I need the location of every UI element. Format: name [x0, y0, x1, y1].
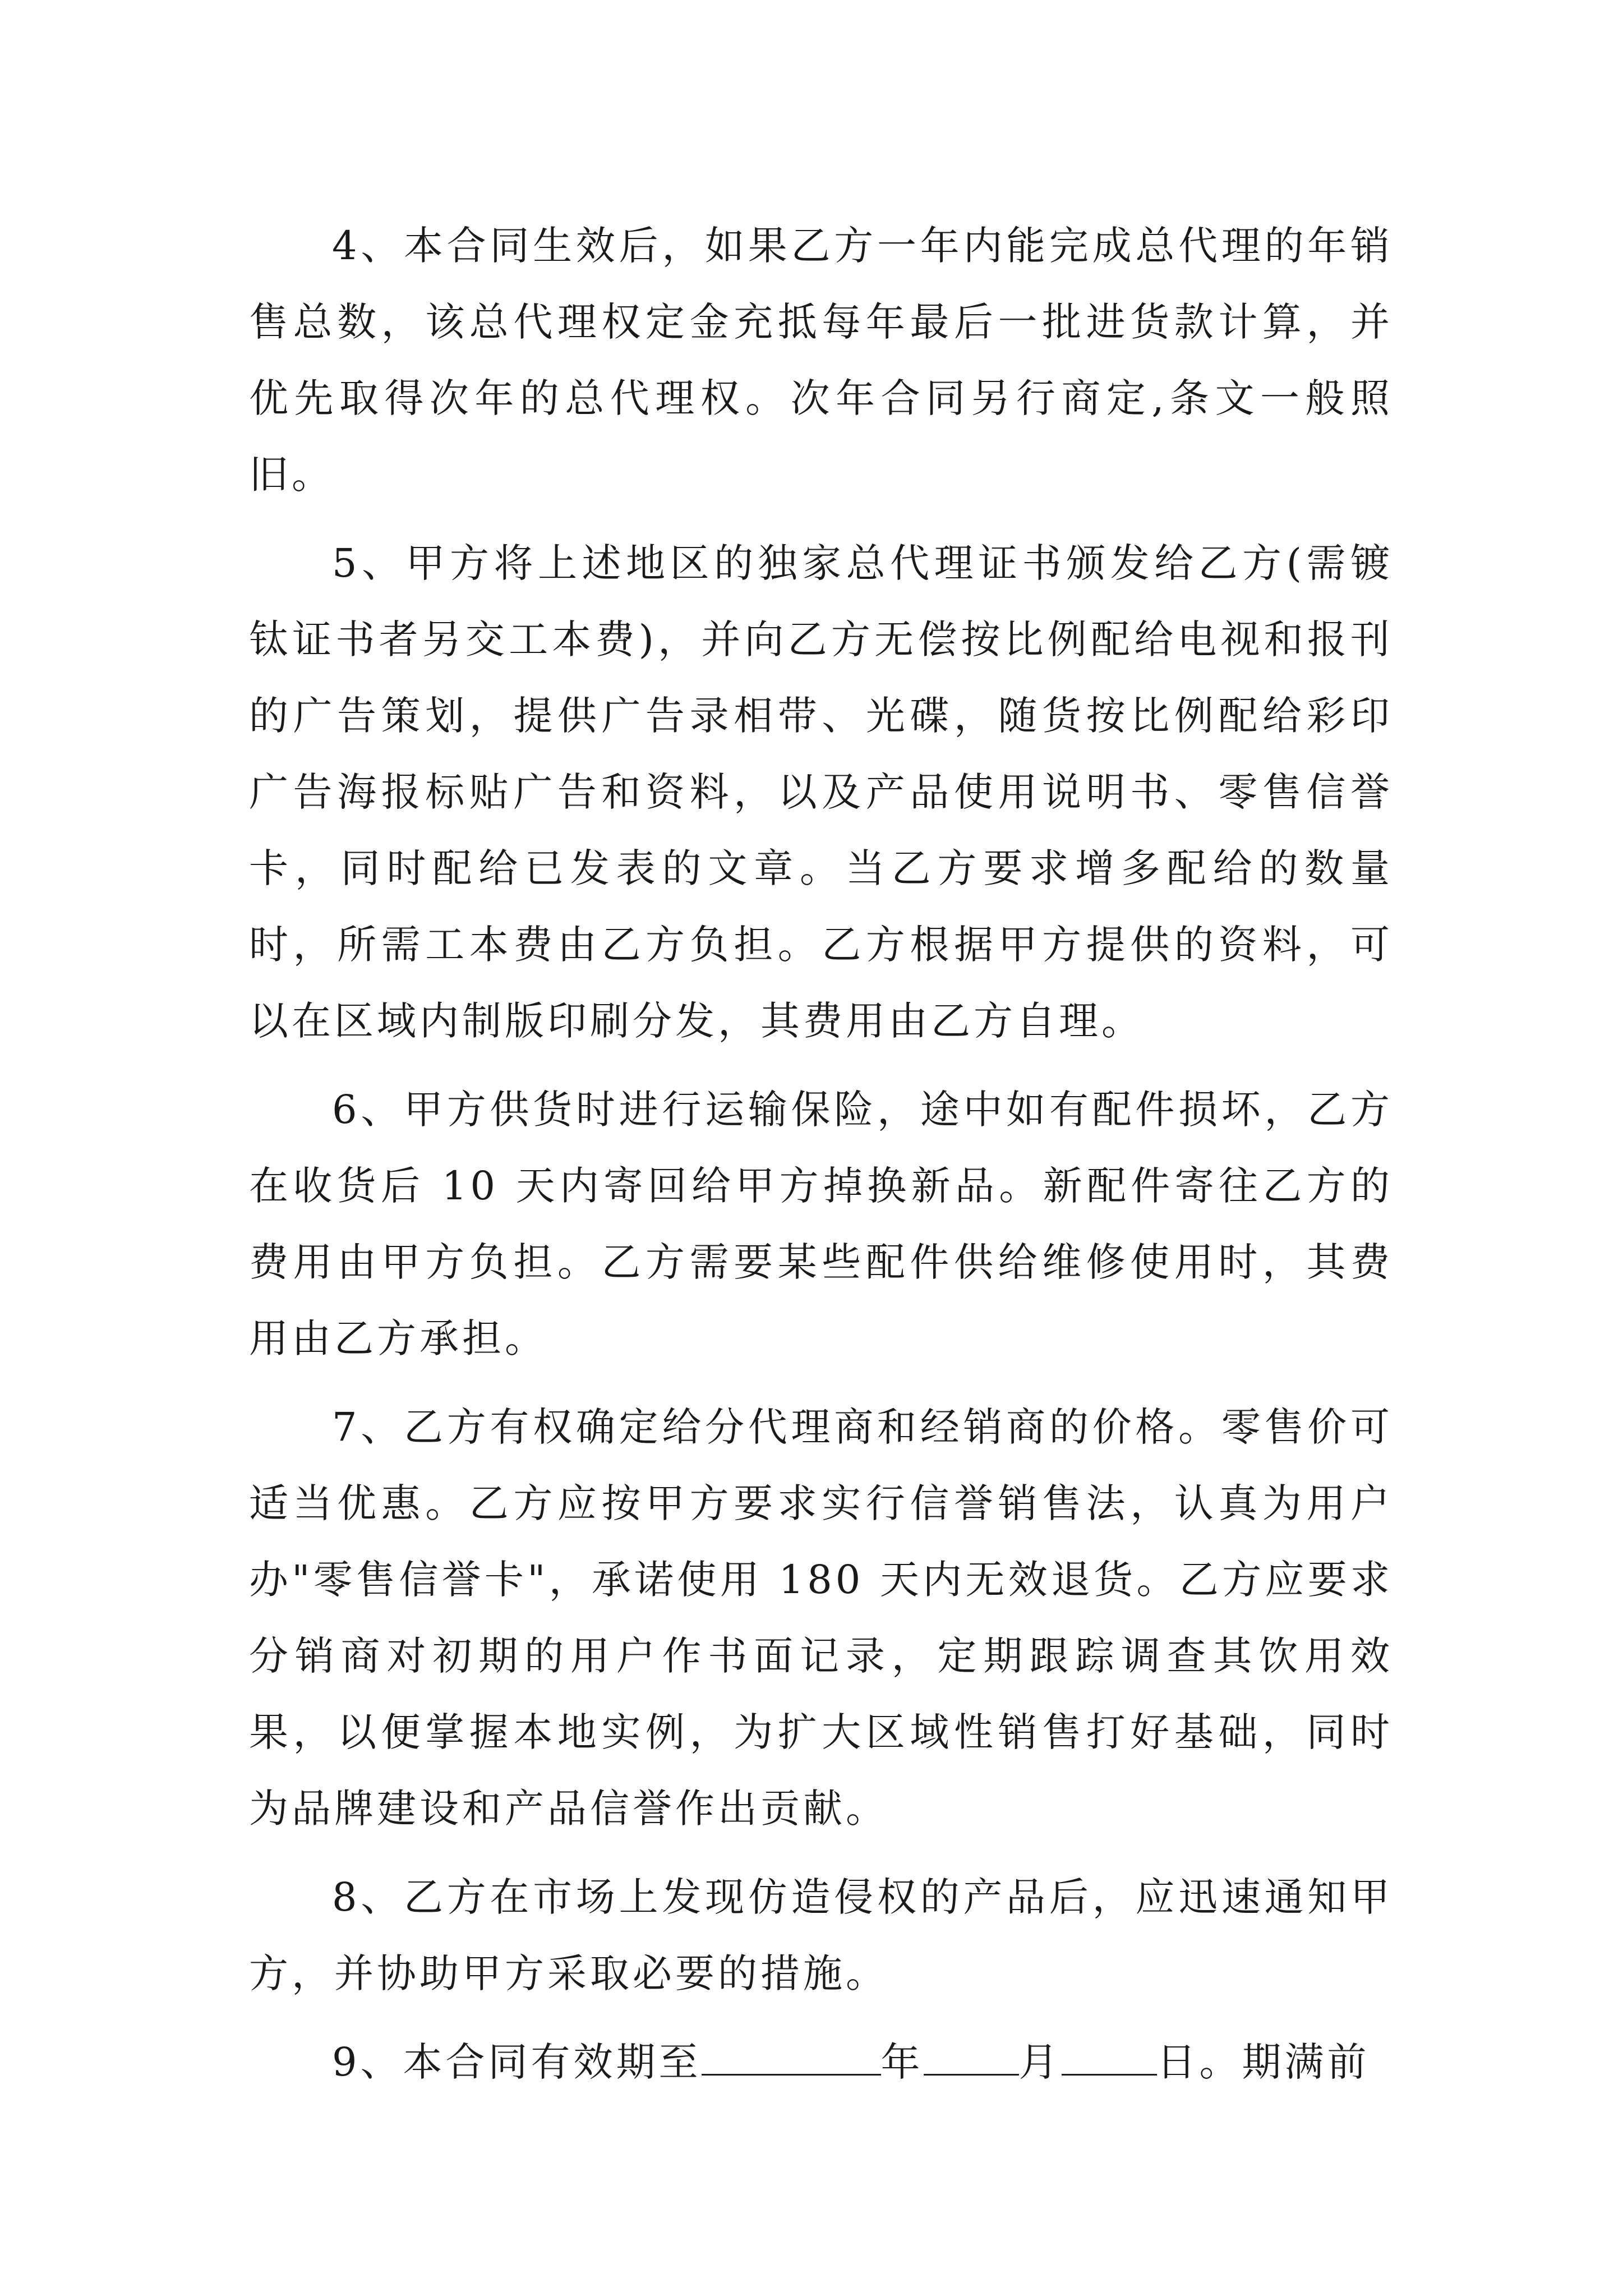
clause-5-paragraph: 5、甲方将上述地区的独家总代理证书颁发给乙方(需镀钛证书者另交工本费)，并向乙方无偿按比例配给电视和报刊的广告策划，提供广告录相带、光碟，随货按比例配给彩印广告海报标贴广告和资料，以及产品使用说明书、零售信誉卡，同时配给已发表的文章。当乙方要求增多配给的数量时，所需工本费由乙方负担。乙方根据甲方提供的资料，可以在区域内制版印刷分发，其费用由乙方自理。: [249, 540, 1393, 1044]
clause-4-paragraph: 4、本合同生效后，如果乙方一年内能完成总代理的年销售总数，该总代理权定金充抵每年最后一批进货款计算，并优先取得次年的总代理权。次年合同另行商定,条文一般照旧。: [249, 223, 1393, 498]
day-unit: 日。期满前: [1156, 2039, 1370, 2085]
year-blank: [702, 2035, 881, 2076]
month-blank: [924, 2035, 1019, 2076]
month-unit: 月: [1018, 2039, 1062, 2085]
year-unit: 年: [880, 2039, 924, 2085]
clause-7-paragraph: 7、乙方有权确定给分代理商和经销商的价格。零售价可适当优惠。乙方应按甲方要求实行信誉销售法，认真为用户办"零售信誉卡"，承诺使用 180 天内无效退货。乙方应要求分销商对初期的用户作书面记录，定期跟踪调查其饮用效果，以便掌握本地实例，为扩大区域性销售打好基础，同时为品牌建设和产品信誉作出贡献。: [249, 1404, 1393, 1832]
clause-9-prefix: 9、本合同有效期至: [332, 2039, 702, 2085]
day-blank: [1062, 2035, 1157, 2076]
clause-9-paragraph: [249, 2024, 1393, 2100]
clause-8-paragraph: 8、乙方在市场上发现仿造侵权的产品后，应迅速通知甲方，并协助甲方采取必要的措施。: [249, 1874, 1393, 1996]
document-body: [249, 208, 1393, 2113]
clause-6-paragraph: 6、甲方供货时进行运输保险，途中如有配件损坏，乙方在收货后 10 天内寄回给甲方掉换新品。新配件寄往乙方的费用由甲方负担。乙方需要某些配件供给维修使用时，其费用由乙方承担。: [249, 1087, 1393, 1361]
